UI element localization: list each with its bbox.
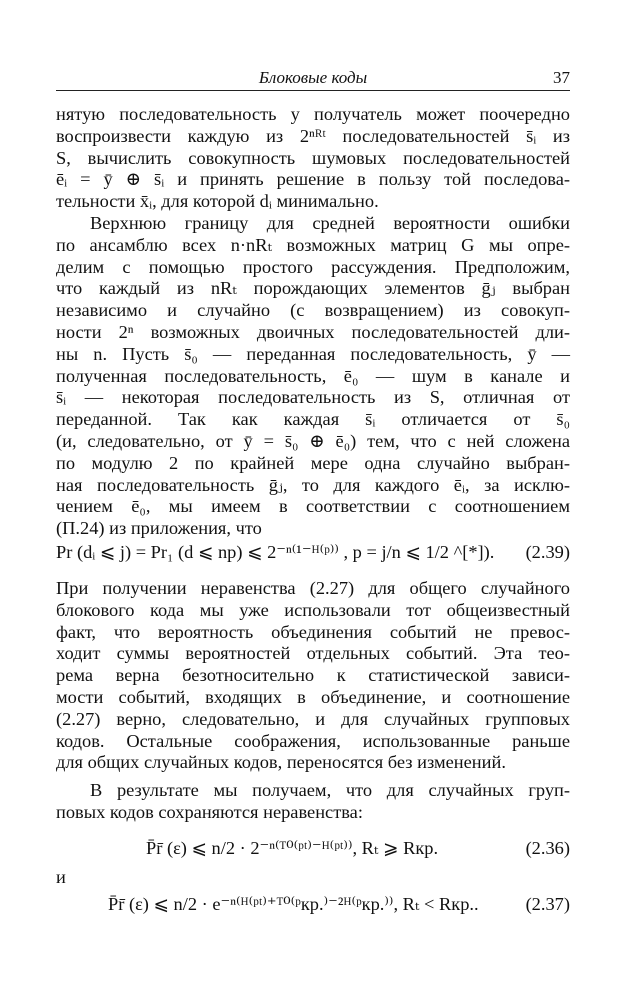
text-line: повых кодов сохраняются неравенства: bbox=[56, 801, 363, 822]
equation-number: (2.37) bbox=[525, 893, 570, 914]
text-line: ности 2ⁿ возможных двоичных последовательностей дли- bbox=[56, 321, 570, 342]
text-line: кодов. Остальные соображения, использованные раньше bbox=[56, 730, 570, 751]
equation-formula: P̄r̄ (ε) ⩽ n/2 · e⁻ⁿ⁽ᴴ⁽ᵖᵗ⁾⁺ᵀ⁰⁽ᵖкр.⁾⁻²ᴴ⁽ᵖкр.⁾⁾, Rₜ < Rкр.. bbox=[108, 893, 479, 914]
equation-number: (2.39) bbox=[525, 542, 570, 563]
equation-formula: P̄r̄ (ε) ⩽ n/2 · 2⁻ⁿ⁽ᵀ⁰⁽ᵖᵗ⁾⁻ᴴ⁽ᵖᵗ⁾⁾, Rₜ ⩾ Rкр. bbox=[146, 837, 439, 858]
paragraph-1 bbox=[56, 104, 570, 213]
text-line: для общих случайных кодов, переносятся без изменений. bbox=[56, 752, 506, 773]
text-line: s̄ᵢ — некоторая последовательность из S, отличная от bbox=[56, 387, 570, 408]
text-line: (П.24) из приложения, что bbox=[56, 518, 262, 539]
text-line: тельности x̄ᵢ, для которой dᵢ минимально. bbox=[56, 191, 379, 212]
page-number: 37 bbox=[553, 68, 570, 87]
paragraph-4 bbox=[56, 780, 570, 824]
equation-2-39 bbox=[56, 540, 570, 566]
text-line: Верхнюю границу для средней вероятности ошибки bbox=[90, 212, 570, 233]
running-title: Блоковые коды bbox=[258, 68, 368, 87]
text-line: переданной. Так как каждая s̄ᵢ отличается от s̄₀ bbox=[56, 409, 570, 430]
equation-2-36 bbox=[56, 836, 570, 862]
text-line: блокового кода мы уже использовали тот общеизвестный bbox=[56, 599, 570, 620]
page-body bbox=[56, 104, 570, 918]
text-line: ходит суммы вероятностей отдельных событий. Эта тео- bbox=[56, 643, 570, 664]
text-line: по модулю 2 по крайней мере одна случайно выбран- bbox=[56, 452, 570, 473]
paragraph-3 bbox=[56, 578, 570, 774]
text-line: (и, следовательно, от ȳ = s̄₀ ⊕ ē₀) тем, что с ней сложена bbox=[56, 430, 570, 451]
text-line: (2.27) верно, следовательно, и для случайных групповых bbox=[56, 708, 570, 729]
text-line: нятую последовательность y получатель может поочередно bbox=[56, 104, 570, 124]
paragraph-2 bbox=[56, 213, 570, 540]
text-line: делим с помощью простого рассуждения. Предположим, bbox=[56, 256, 570, 277]
text-line: В результате мы получаем, что для случайных груп- bbox=[90, 780, 570, 801]
text-line: воспроизвести каждую из 2ⁿᴿᵗ последовательностей s̄ᵢ из bbox=[56, 125, 570, 146]
text-line: ная последовательность ḡⱼ, то для каждого ēᵢ, за исклю- bbox=[56, 474, 570, 495]
text-line: что каждый из nRₜ порождающих элементов ḡⱼ выбран bbox=[56, 278, 570, 299]
text-line: по ансамблю всех n·nRₜ возможных матриц G мы опре- bbox=[56, 234, 570, 255]
text-line: чением ē₀, мы имеем в соответствии с соотношением bbox=[56, 496, 570, 517]
text-line: полученная последовательность, ē₀ — шум в канале и bbox=[56, 365, 570, 386]
text-line: независимо и случайно (с возвращением) из совокуп- bbox=[56, 300, 570, 321]
text-line: ēᵢ = ȳ ⊕ s̄ᵢ и принять решение в пользу той последова- bbox=[56, 169, 570, 190]
conjunction: и bbox=[56, 866, 66, 887]
text-line: мости событий, входящих в объединение, и соотношение bbox=[56, 686, 570, 707]
text-line: S, вычислить совокупность шумовых последовательностей bbox=[56, 147, 570, 168]
text-line: При получении неравенства (2.27) для общего случайного bbox=[56, 577, 570, 598]
equation-2-37 bbox=[56, 892, 570, 918]
running-header bbox=[56, 66, 570, 91]
text-line: ны n. Пусть s̄₀ — переданная последовательность, ȳ — bbox=[56, 343, 570, 364]
text-line: рема верна безотносительно к статистической зависи- bbox=[56, 665, 570, 686]
text-line: факт, что вероятность объединения событий не превос- bbox=[56, 621, 570, 642]
equation-formula: Pr (dᵢ ⩽ j) = Pr₁ (d ⩽ np) ⩽ 2⁻ⁿ⁽¹⁻ᴴ⁽ᵖ⁾⁾ , p = j/n ⩽ 1/2 ^[*]). bbox=[56, 542, 495, 563]
equation-number: (2.36) bbox=[525, 837, 570, 858]
